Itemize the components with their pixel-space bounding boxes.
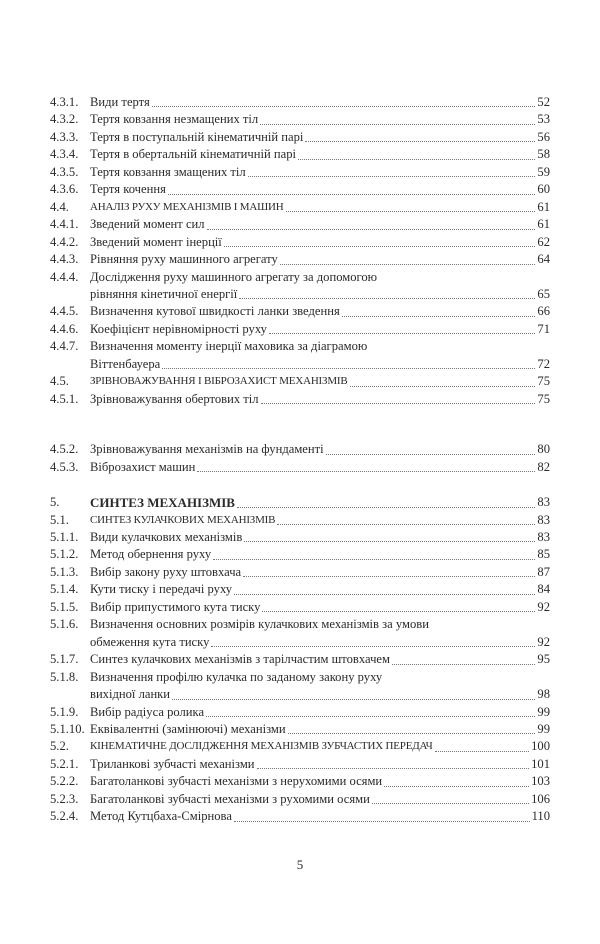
toc-entry[interactable]: [50, 512, 550, 529]
toc-entry[interactable]: [50, 459, 550, 476]
toc-entry-page: 85: [537, 547, 550, 562]
dot-leader: [384, 786, 529, 787]
toc-row: [50, 251, 550, 268]
dot-leader: [298, 159, 535, 160]
toc-entry-number: 5.: [50, 495, 60, 510]
toc-row: [50, 494, 550, 511]
toc-entry[interactable]: [50, 808, 550, 825]
toc-entry-title-continued: рівняння кінетичної енергії: [90, 286, 238, 301]
toc-entry-number: 4.3.3.: [50, 129, 79, 144]
toc-entry[interactable]: [50, 721, 550, 738]
toc-entry-title: Види кулачкових механізмів: [90, 529, 243, 544]
dot-leader: [372, 803, 529, 804]
toc-row-continuation: [50, 686, 550, 703]
toc-row: [50, 94, 550, 111]
toc-entry-number: 5.1.1.: [50, 529, 79, 544]
toc-entry-number: 4.4.7.: [50, 339, 79, 354]
toc-entry-number: 5.2.1.: [50, 756, 79, 771]
toc-entry[interactable]: [50, 756, 550, 773]
toc-entry-title: АНАЛІЗ РУХУ МЕХАНІЗМІВ І МАШИН: [90, 200, 284, 213]
toc-entry-page: 100: [531, 739, 550, 754]
toc-row: [50, 164, 550, 181]
toc-entry-title: СИНТЕЗ МЕХАНІЗМІВ: [90, 495, 235, 511]
toc-entry-page: 84: [537, 582, 550, 597]
toc-entry-title: Види тертя: [90, 95, 150, 109]
toc-entry-title: Віброзахист машин: [90, 459, 196, 474]
toc-entry-page: 83: [537, 495, 550, 510]
toc-entry-page: 92: [537, 634, 550, 649]
dot-leader: [234, 821, 530, 822]
toc-row: [50, 181, 550, 198]
dot-leader: [260, 124, 535, 125]
toc-entry-number: 5.1.3.: [50, 564, 79, 579]
toc-row: [50, 564, 550, 581]
toc-entry[interactable]: [50, 581, 550, 598]
toc-entry-title: СИНТЕЗ КУЛАЧКОВИХ МЕХАНІЗМІВ: [90, 513, 276, 526]
toc-entry-title: Тертя ковзання незмащених тіл: [90, 112, 259, 127]
dot-leader: [237, 507, 535, 508]
toc-entry[interactable]: [50, 773, 550, 790]
dot-leader: [197, 471, 535, 472]
toc-row: [50, 216, 550, 233]
toc-entry[interactable]: [50, 199, 550, 216]
toc-entry[interactable]: [50, 791, 550, 808]
toc-entry[interactable]: [50, 616, 550, 651]
dot-leader: [239, 298, 535, 299]
toc-entry-page: 66: [537, 304, 550, 319]
toc-entry-number: 4.3.1.: [50, 95, 79, 109]
toc-entry-title: Метод обернення руху: [90, 547, 212, 562]
toc-entry-number: 4.4.1.: [50, 217, 79, 232]
toc-entry-page: 95: [537, 652, 550, 667]
toc-row: [50, 651, 550, 668]
toc-entry-title: Зведений момент сил: [90, 217, 205, 232]
toc-entry-title-continued: обмеження кута тиску: [90, 634, 210, 649]
toc-entry-title: Вибір припустимого кута тиску: [90, 599, 261, 614]
dot-leader: [243, 576, 535, 577]
toc-entry-page: 65: [537, 286, 550, 301]
dot-leader: [172, 699, 535, 700]
dot-leader: [261, 403, 536, 404]
toc-entry-title: Тертя ковзання змащених тіл: [90, 164, 246, 179]
dot-leader: [248, 176, 536, 177]
toc-row-continuation: [50, 356, 550, 373]
toc-entry[interactable]: [50, 129, 550, 146]
toc-row-continuation: [50, 634, 550, 651]
toc-entry-page: 106: [531, 791, 550, 806]
toc-entry[interactable]: [50, 564, 550, 581]
toc-entry[interactable]: [50, 599, 550, 616]
dot-leader: [286, 211, 536, 212]
toc-row: [50, 269, 550, 286]
toc-row: [50, 459, 550, 476]
toc-entry-title: Кути тиску і передачі руху: [90, 582, 233, 597]
toc-entry-page: 99: [537, 721, 550, 736]
toc-entry[interactable]: [50, 321, 550, 338]
toc-row-continuation: [50, 286, 550, 303]
toc-entry-page: 110: [531, 809, 550, 824]
toc-row: [50, 599, 550, 616]
toc-entry-page: 60: [537, 182, 550, 197]
toc-entry-number: 5.2.: [50, 739, 69, 754]
toc-entry-number: 4.5.: [50, 374, 69, 389]
dot-leader: [206, 716, 535, 717]
toc-entry-title: Коефіцієнт нерівномірності руху: [90, 321, 267, 336]
dot-leader: [262, 611, 535, 612]
toc-entry-number: 4.4.6.: [50, 321, 79, 336]
toc-entry-page: 75: [537, 391, 550, 406]
toc-row: [50, 111, 550, 128]
toc-entry-page: 62: [537, 234, 550, 249]
toc-entry[interactable]: [50, 111, 550, 128]
toc-entry-page: 64: [537, 252, 550, 267]
toc-row: [50, 146, 550, 163]
toc-entry-number: 5.2.2.: [50, 774, 79, 789]
toc-entry-title: КІНЕМАТИЧНЕ ДОСЛІДЖЕННЯ МЕХАНІЗМІВ ЗУБЧАСТИХ ПЕРЕДАЧ: [90, 740, 433, 753]
toc-entry-number: 5.1.7.: [50, 652, 79, 667]
toc-row: [50, 199, 550, 216]
toc-entry-title: Синтез кулачкових механізмів з тарілчастим штовхачем: [90, 652, 390, 667]
dot-leader: [280, 264, 536, 265]
toc-entry-title: Дослідження руху машинного агрегату за допомогою: [90, 269, 378, 284]
toc-entry-number: 5.1.5.: [50, 599, 79, 614]
toc-entry-number: 4.3.6.: [50, 182, 79, 197]
dot-leader: [288, 733, 536, 734]
toc-entry-number: 4.3.2.: [50, 112, 79, 127]
toc-entry-title: Зрівноважування обертових тіл: [90, 391, 259, 406]
toc-entry[interactable]: [50, 146, 550, 163]
toc-entry[interactable]: [50, 494, 550, 511]
toc-entry-number: 4.4.4.: [50, 269, 79, 284]
toc-row: [50, 808, 550, 825]
toc-row: [50, 391, 550, 408]
toc-entry[interactable]: [50, 234, 550, 251]
toc-entry-title-continued: Віттенбауера: [90, 356, 161, 371]
dot-leader: [342, 316, 536, 317]
toc-entry[interactable]: [50, 303, 550, 320]
toc-entry[interactable]: [50, 181, 550, 198]
toc-entry-page: 82: [537, 459, 550, 474]
dot-leader: [257, 768, 530, 769]
dot-leader: [162, 368, 535, 369]
toc-row: [50, 441, 550, 458]
dot-leader: [207, 229, 536, 230]
dot-leader: [435, 751, 530, 752]
toc-entry-number: 5.1.6.: [50, 617, 79, 632]
toc-entry-page: 72: [537, 356, 550, 371]
dot-leader: [244, 541, 535, 542]
toc-entry-page: 75: [537, 374, 550, 389]
dot-leader: [350, 386, 536, 387]
toc-entry-title: Визначення основних розмірів кулачкових механізмів за умови: [90, 617, 429, 632]
toc-row: [50, 234, 550, 251]
toc-entry-number: 5.1.2.: [50, 547, 79, 562]
toc-entry-title: Еквівалентні (замінюючі) механізми: [90, 721, 286, 736]
toc-row: [50, 791, 550, 808]
toc-row: [50, 303, 550, 320]
toc-row: [50, 529, 550, 546]
toc-entry-number: 5.1.9.: [50, 704, 79, 719]
toc-entry-title: Метод Кутцбаха-Смірнова: [90, 809, 232, 824]
toc-row: [50, 721, 550, 738]
toc-entry-page: 58: [537, 147, 550, 162]
toc-entry-number: 4.4.3.: [50, 252, 79, 267]
toc-entry[interactable]: [50, 251, 550, 268]
dot-leader: [269, 333, 535, 334]
toc-entry-number: 5.1.10.: [50, 721, 85, 736]
toc-entry-page: 53: [537, 112, 550, 127]
toc-entry-title: Зрівноважування механізмів на фундаменті: [90, 442, 324, 457]
toc-entry-page: 56: [537, 129, 550, 144]
toc-entry-number: 4.5.2.: [50, 442, 79, 457]
toc-entry-page: 71: [537, 321, 550, 336]
dot-leader: [213, 559, 535, 560]
dot-leader: [326, 454, 536, 455]
toc-row: [50, 129, 550, 146]
toc-entry-title: Триланкові зубчасті механізми: [90, 756, 255, 771]
toc-row: [50, 616, 550, 633]
dot-leader: [305, 141, 535, 142]
toc-row: [50, 546, 550, 563]
toc-entry-page: 92: [537, 599, 550, 614]
toc-entry-title-continued: вихідної ланки: [90, 687, 171, 702]
toc-entry-number: 4.4.2.: [50, 234, 79, 249]
toc-entry-number: 5.2.3.: [50, 791, 79, 806]
toc-row: [50, 321, 550, 338]
toc-entry-title: ЗРІВНОВАЖУВАННЯ І ВІБРОЗАХИСТ МЕХАНІЗМІВ: [90, 375, 348, 388]
toc-entry[interactable]: [50, 338, 550, 373]
toc-entry-title: Визначення профілю кулачка по заданому закону руху: [90, 669, 383, 684]
dot-leader: [152, 106, 536, 107]
toc-entry-number: 4.3.5.: [50, 164, 79, 179]
toc-entry-page: 103: [531, 774, 550, 789]
dot-leader: [234, 594, 535, 595]
toc-entry-title: Зведений момент інерції: [90, 234, 222, 249]
toc-row: [50, 512, 550, 529]
dot-leader: [224, 246, 536, 247]
toc-entry-page: 101: [531, 756, 550, 771]
dot-leader: [392, 664, 535, 665]
toc-entry-number: 5.2.4.: [50, 809, 79, 824]
toc-row: [50, 581, 550, 598]
table-of-contents: [50, 94, 550, 826]
toc-entry-page: 52: [537, 95, 550, 109]
toc-entry[interactable]: [50, 704, 550, 721]
toc-row: [50, 738, 550, 755]
toc-entry[interactable]: [50, 164, 550, 181]
toc-row: [50, 756, 550, 773]
toc-row: [50, 338, 550, 355]
toc-entry[interactable]: [50, 441, 550, 458]
toc-row: [50, 704, 550, 721]
toc-entry-number: 5.1.: [50, 512, 69, 527]
dot-leader: [211, 646, 535, 647]
toc-entry-number: 4.4.: [50, 199, 69, 214]
toc-entry-number: 5.1.4.: [50, 582, 79, 597]
toc-entry-title: Тертя кочення: [90, 182, 166, 197]
toc-entry-title: Багатоланкові зубчасті механізми з рухомими осями: [90, 791, 370, 806]
toc-entry-number: 4.5.3.: [50, 459, 79, 474]
toc-entry-title: Визначення моменту інерції маховика за діаграмою: [90, 339, 368, 354]
toc-entry[interactable]: [50, 669, 550, 704]
page-number: 5: [296, 857, 304, 872]
toc-entry-number: 4.5.1.: [50, 391, 79, 406]
toc-entry-title: Багатоланкові зубчасті механізми з нерухомими осями: [90, 774, 383, 789]
toc-entry[interactable]: [50, 391, 550, 408]
toc-entry-title: Вибір радіуса ролика: [90, 704, 205, 719]
toc-row: [50, 773, 550, 790]
toc-entry-page: 83: [537, 529, 550, 544]
toc-entry[interactable]: [50, 651, 550, 668]
dot-leader: [168, 194, 536, 195]
toc-entry-number: 4.3.4.: [50, 147, 79, 162]
toc-entry-page: 61: [537, 217, 550, 232]
toc-entry-title: Тертя в обертальній кінематичній парі: [90, 147, 297, 162]
toc-entry-page: 80: [537, 442, 550, 457]
toc-row: [50, 669, 550, 686]
toc-entry-page: 98: [537, 687, 550, 702]
toc-entry[interactable]: [50, 269, 550, 304]
toc-entry-number: 4.4.5.: [50, 304, 79, 319]
dot-leader: [277, 524, 535, 525]
toc-entry-page: 99: [537, 704, 550, 719]
toc-entry[interactable]: [50, 546, 550, 563]
toc-entry-title: Рівняння руху машинного агрегату: [90, 252, 278, 267]
toc-entry[interactable]: [50, 738, 550, 755]
toc-entry[interactable]: [50, 216, 550, 233]
toc-entry[interactable]: [50, 94, 550, 111]
toc-entry-page: 83: [537, 512, 550, 527]
toc-entry-page: 59: [537, 164, 550, 179]
toc-entry-title: Вибір закону руху штовхача: [90, 564, 242, 579]
toc-entry-page: 87: [537, 564, 550, 579]
toc-row: [50, 373, 550, 390]
toc-entry[interactable]: [50, 373, 550, 390]
toc-entry-title: Тертя в поступальній кінематичній парі: [90, 129, 304, 144]
toc-entry-number: 5.1.8.: [50, 669, 79, 684]
toc-entry-page: 61: [537, 199, 550, 214]
toc-entry[interactable]: [50, 529, 550, 546]
toc-entry-title: Визначення кутової швидкості ланки зведення: [90, 304, 340, 319]
